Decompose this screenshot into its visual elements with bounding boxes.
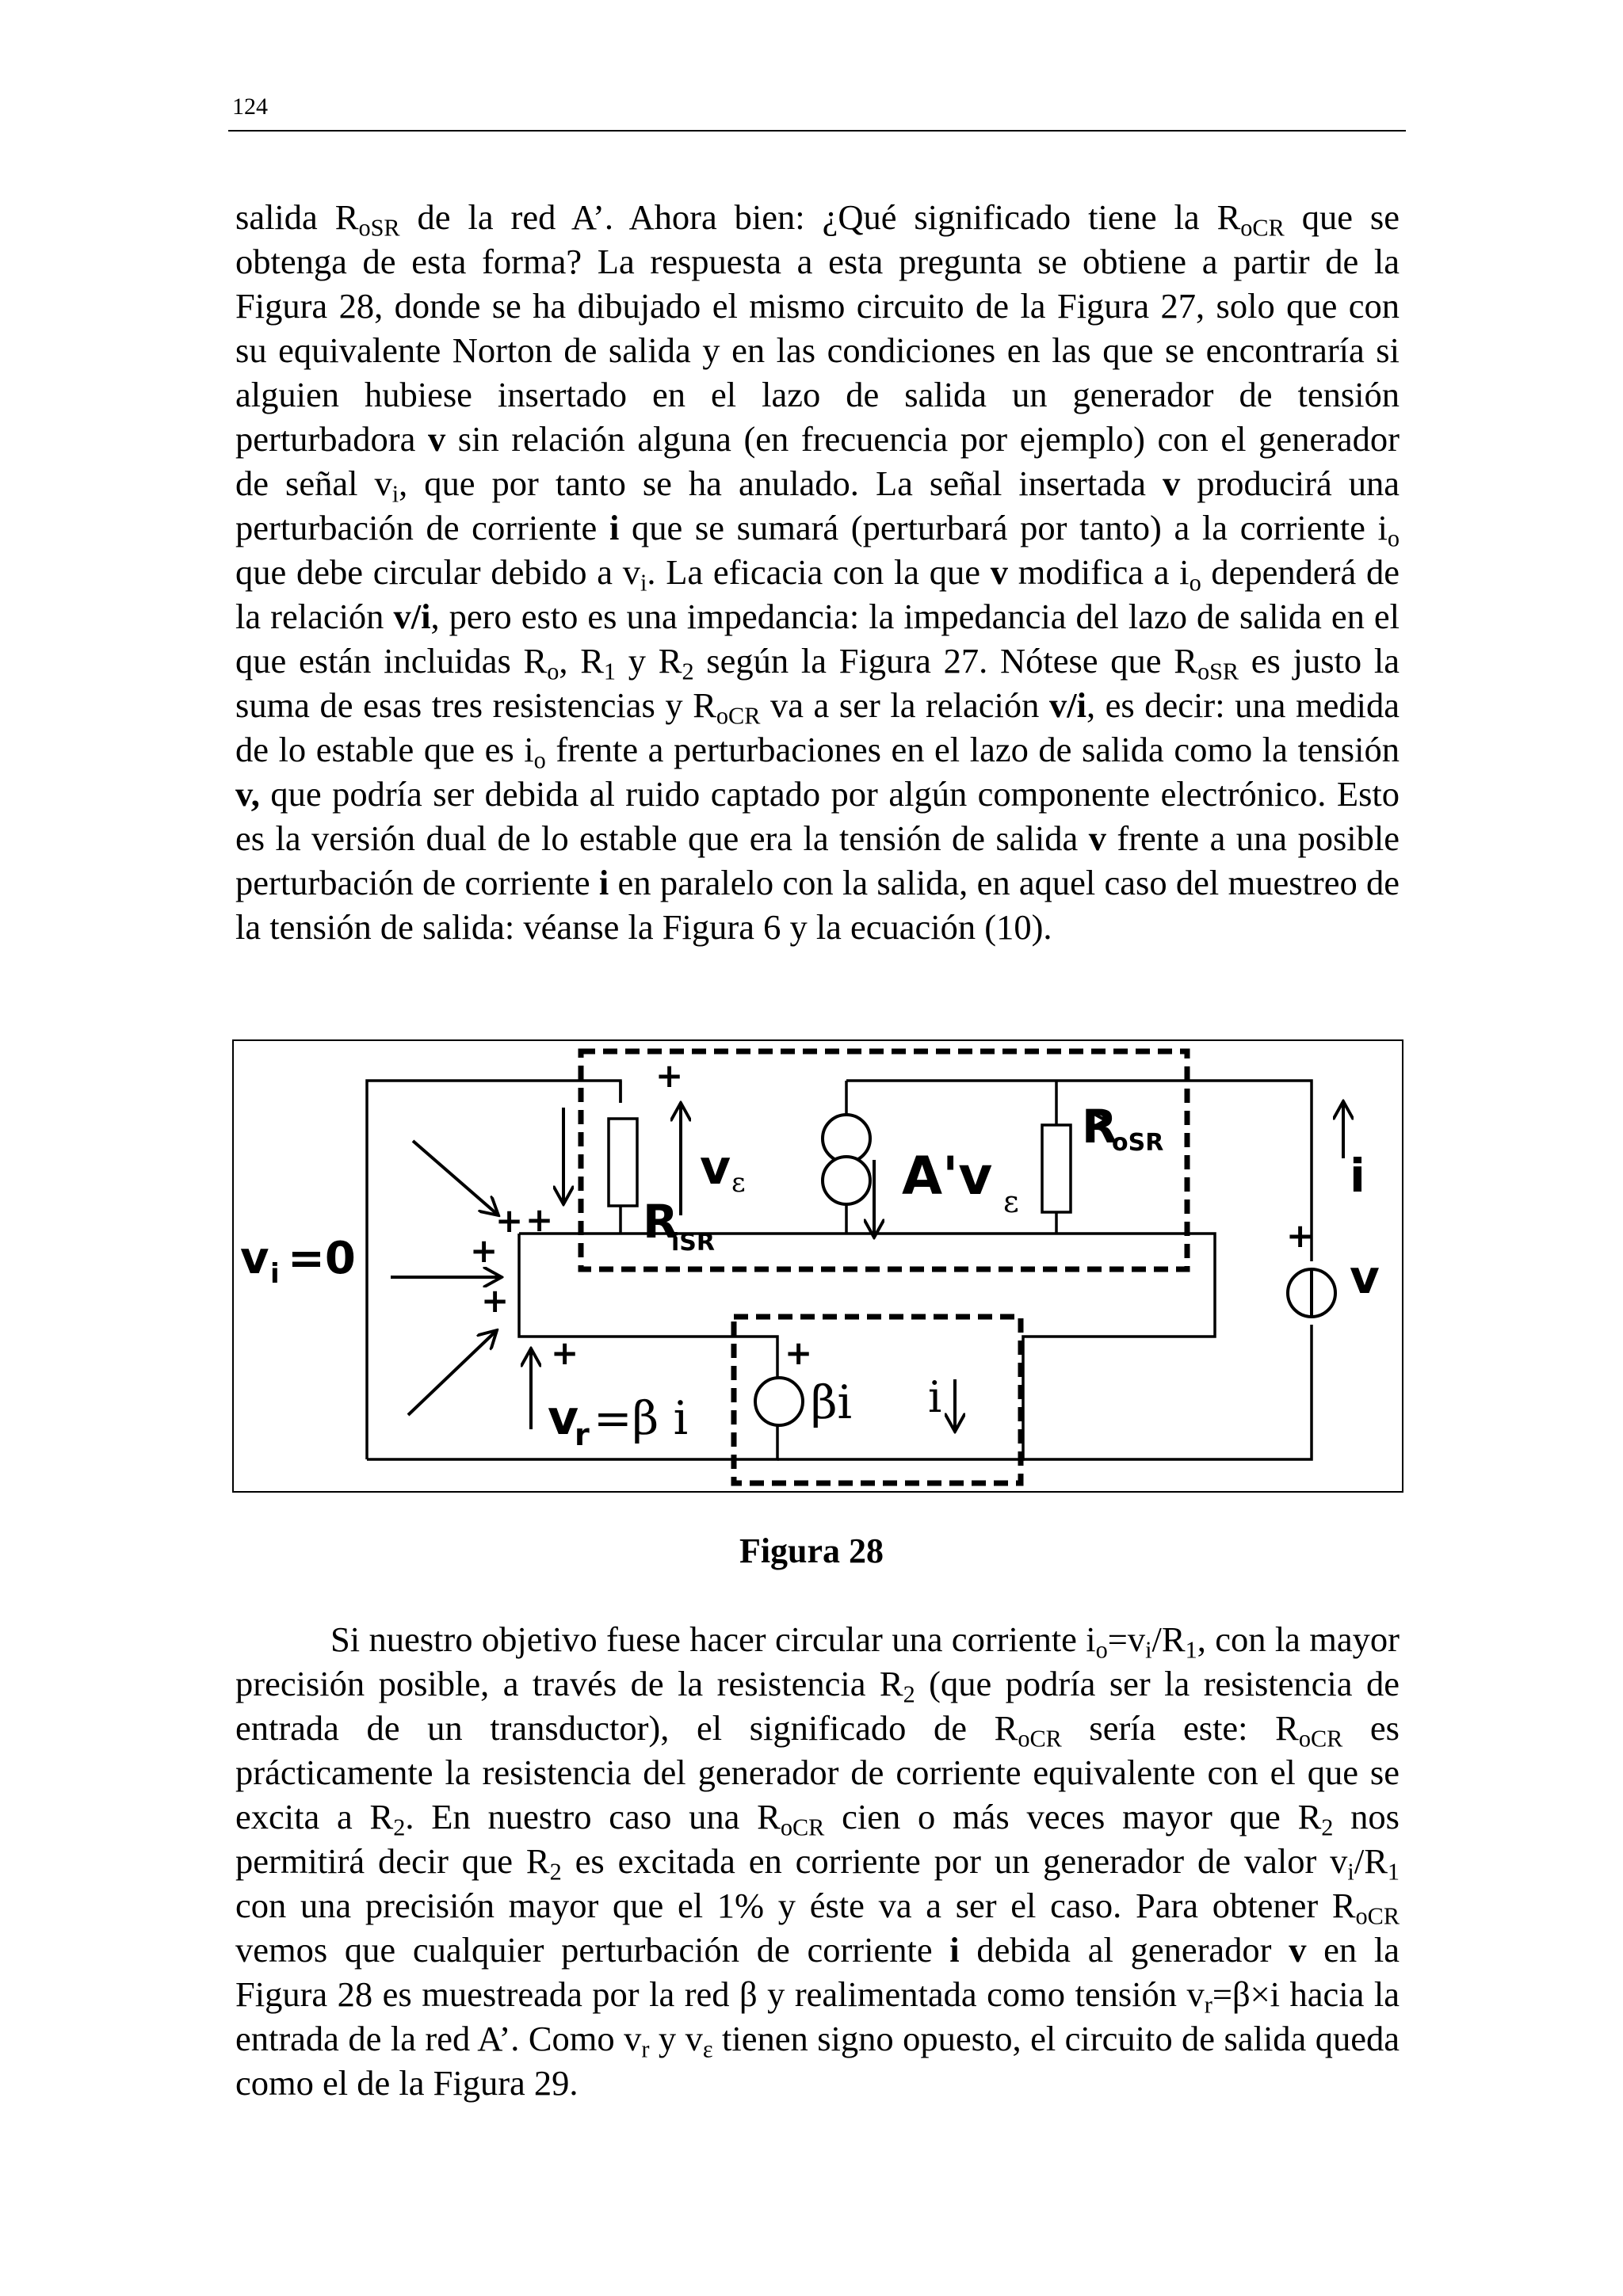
bold-term: i (949, 1930, 960, 1970)
subscript: oCR (780, 1814, 825, 1841)
bold-term: v (1088, 818, 1106, 858)
vi-sub: i (270, 1258, 280, 1290)
plus-1: + (495, 1201, 524, 1240)
subscript: i (640, 569, 647, 597)
text-run: con una precisión mayor que el 1% y éste va a ser el caso. Para obtener R (235, 1886, 1356, 1925)
text-run: . La eficacia con la que (647, 552, 991, 592)
subscript: 1 (1185, 1636, 1197, 1664)
text-run: Si nuestro objetivo fuese hacer circular una corriente i (330, 1619, 1096, 1659)
current-generator-a (823, 1115, 870, 1204)
r-isr-sub: iSR (671, 1229, 715, 1257)
text-run: debida al generador (959, 1930, 1289, 1970)
bold-term: v/i (1048, 685, 1086, 725)
text-run: salida R (235, 197, 359, 237)
loop-i-label: i (928, 1372, 942, 1422)
plus-3: + (481, 1281, 510, 1320)
subscript: 2 (1321, 1814, 1334, 1841)
text-run: que se sumará (perturbará por tanto) a la corriente i (619, 508, 1388, 547)
text-run: y R (616, 641, 682, 681)
text-run: tienen signo opuesto, el circuito de salida queda como el de la Figura 29. (235, 2019, 1400, 2103)
text-run: , pero esto es una impedancia: la impedancia del lazo de salida en el que están incluidas R (235, 597, 1400, 681)
subscript: r (641, 2035, 650, 2063)
resistor-r-isr (609, 1119, 637, 1206)
text-run: cien o más veces mayor que R (824, 1797, 1322, 1836)
bold-term: v/i (393, 597, 431, 636)
subscript: oCR (1240, 214, 1285, 242)
text-run: (que podría ser la resistencia de entrada de un transductor), el significado de R (235, 1664, 1400, 1748)
r-osr-sub: oSR (1112, 1129, 1164, 1157)
subscript: r (1204, 1991, 1212, 2019)
subscript: i (1347, 1858, 1354, 1886)
subscript: oCR (1018, 1725, 1062, 1753)
vi-value: =0 (288, 1233, 356, 1284)
text-run: es excitada en corriente por un generador de valor v (561, 1841, 1348, 1881)
beta-i-label: βi (811, 1375, 853, 1429)
text-run: sin relación alguna (en frecuencia por ejemplo) con el generador de señal v (235, 419, 1400, 503)
text-run: , que por tanto se ha anulado. La señal insertada (399, 463, 1163, 503)
bold-term: v (1289, 1930, 1307, 1970)
text-run: que se obtenga de esta forma? La respuesta a esta pregunta se obtiene a partir de la Figura 28, donde se ha dibujado el mismo circuito de la Figura 27, solo que con su equivalente Norton de salida y en las condiciones en las que se encontraría si alguien hubiese insertado en el lazo de salida un generador de tensión perturbadora (235, 197, 1400, 459)
a-gen-sub: ε (1003, 1184, 1019, 1219)
paragraph-1 (235, 195, 1400, 949)
plus-5: + (655, 1056, 684, 1095)
page-number: 124 (232, 93, 268, 120)
subscript: 2 (549, 1858, 562, 1886)
text-run: dependerá de la relación (235, 552, 1400, 636)
text-run: nos permitirá decir que R (235, 1797, 1400, 1881)
subscript: 1 (1387, 1858, 1400, 1886)
text-run: =v (1107, 1619, 1146, 1659)
vr-label: v (548, 1390, 579, 1446)
subscript: o (533, 746, 546, 774)
text-run: que podría ser debida al ruido captado por algún componente electrónico. Esto es la versión dual de lo estable que era la tensión de salida (235, 774, 1400, 858)
a-gen-label: A'v (902, 1146, 993, 1207)
subscript: ε (702, 2035, 713, 2063)
subscript: 2 (903, 1680, 915, 1708)
text-run: , es decir: una medida de lo estable que es i (235, 685, 1400, 769)
text-run: =β×i hacia la entrada de la red A’. Como v (235, 1974, 1400, 2058)
subscript: o (1189, 569, 1201, 597)
subscript: oSR (1197, 658, 1239, 685)
subscript: i (391, 480, 399, 508)
text-run: producirá una perturbación de corriente (235, 463, 1400, 547)
subscript: 1 (603, 658, 617, 685)
subscript: 2 (393, 1814, 406, 1841)
r-osr-label: R (1082, 1100, 1117, 1154)
plus-7: + (785, 1333, 813, 1372)
figure-28-circuit (232, 1039, 1403, 1493)
plus-6: + (551, 1333, 579, 1372)
text-run: de la red A’. Ahora bien: ¿Qué significado tiene la R (399, 197, 1241, 237)
text-run: frente a perturbaciones en el lazo de salida como la tensión (545, 730, 1400, 769)
text-run: sería este: R (1061, 1708, 1299, 1748)
plus-8: + (1286, 1216, 1315, 1255)
resistor-r-osr (1042, 1125, 1071, 1212)
text-run: según la Figura 27. Nótese que R (693, 641, 1197, 681)
bold-term: i (598, 863, 609, 902)
r-isr-label: R (643, 1195, 678, 1249)
subscript: o (1387, 524, 1400, 552)
bold-term: v (427, 419, 446, 459)
paragraph-2 (235, 1617, 1400, 2105)
text-run: vemos que cualquier perturbación de corriente (235, 1930, 950, 1970)
bold-term: v (1162, 463, 1181, 503)
subscript: oSR (358, 214, 400, 242)
current-generator-beta (755, 1378, 803, 1425)
subscript: 2 (682, 658, 694, 685)
bold-term: v (990, 552, 1009, 592)
vr-eq: =β i (594, 1391, 689, 1445)
vr-sub: r (575, 1417, 590, 1452)
text-run: /R (1151, 1619, 1186, 1659)
subscript: oCR (1298, 1725, 1343, 1753)
text-run: . En nuestro caso una R (405, 1797, 781, 1836)
text-run: en la Figura 28 es muestreada por la red β y realimentada como tensión v (235, 1930, 1400, 2014)
voltage-source-v (1286, 1261, 1337, 1325)
bold-term: i (609, 508, 620, 547)
v-eps-label: v (700, 1140, 731, 1196)
figure-caption: Figura 28 (739, 1531, 884, 1570)
header-rule (228, 130, 1406, 132)
plus-2: + (470, 1231, 498, 1270)
plus-4: + (525, 1200, 554, 1239)
text-run: /R (1354, 1841, 1388, 1881)
subscript: oCR (1355, 1902, 1400, 1930)
text-run: en paralelo con la salida, en aquel caso del muestreo de la tensión de salida: véanse la Figura 6 y la ecuación (10). (235, 863, 1400, 947)
subscript: o (547, 658, 559, 685)
text-run: y v (649, 2019, 703, 2058)
out-i-label: i (1350, 1149, 1365, 1203)
text-run: , R (559, 641, 604, 681)
bold-term: v, (235, 774, 260, 814)
text-run: , con la mayor precisión posible, a través de la resistencia R (235, 1619, 1400, 1703)
subscript: i (1145, 1636, 1152, 1664)
subscript: oCR (716, 702, 761, 730)
vi-label: v (240, 1233, 269, 1284)
text-run: va a ser la relación (760, 685, 1049, 725)
text-run: es justo la suma de esas tres resistencias y R (235, 641, 1400, 725)
out-v-label: v (1350, 1250, 1380, 1304)
subscript: o (1095, 1636, 1108, 1664)
text-run: es prácticamente la resistencia del generador de corriente equivalente con el que se excita a R (235, 1708, 1400, 1836)
v-eps-sub: ε (731, 1167, 746, 1199)
text-run: frente a una posible perturbación de corriente (235, 818, 1400, 902)
text-run: modifica a i (1008, 552, 1190, 592)
text-run: que debe circular debido a v (235, 552, 640, 592)
